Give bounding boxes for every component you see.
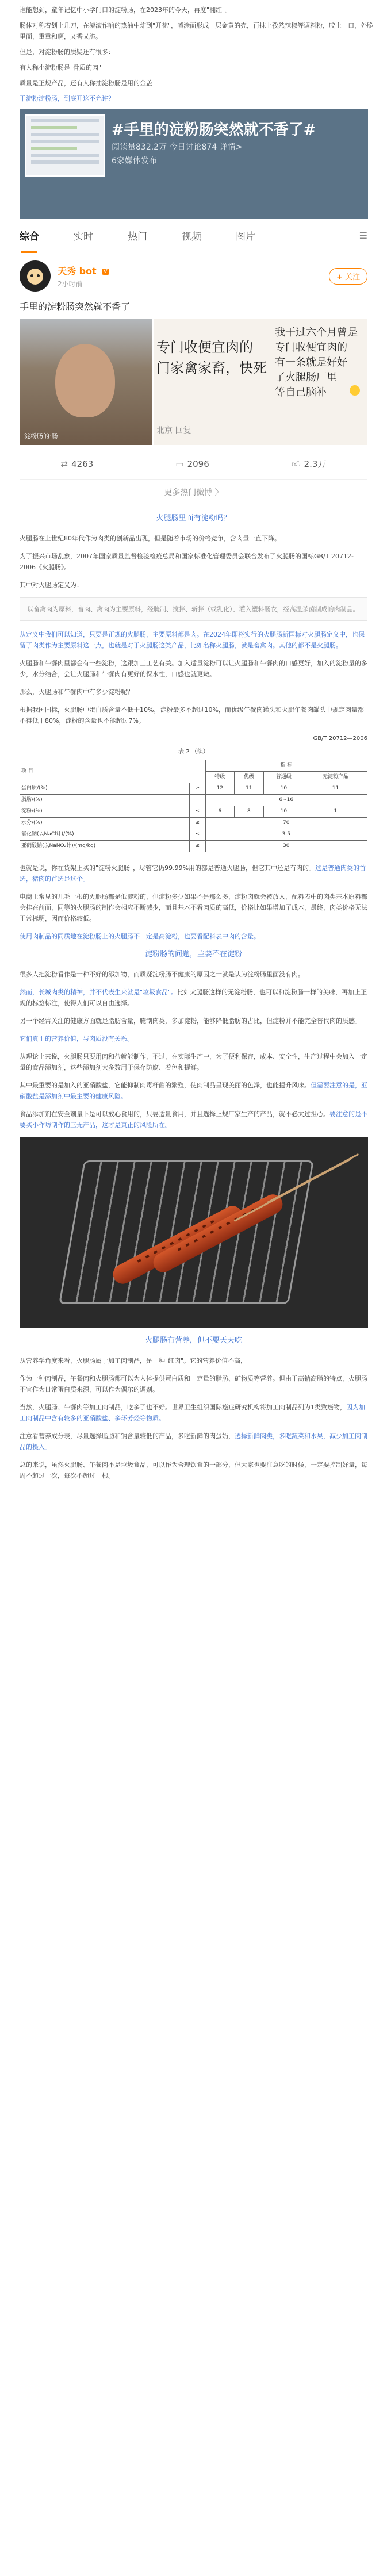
definition-quote: 以畜禽肉为原料，畜肉、禽肉为主要原料，经腌制、搅拌、斩拌（或乳化）、灌入塑料肠衣，经高温杀菌制成的肉制品。	[20, 597, 367, 621]
comment-count: 2096	[187, 458, 209, 469]
table-cell: 11	[235, 783, 264, 795]
topic-title: #手里的淀粉肠突然就不香了#	[112, 121, 316, 139]
table-header-cell: 项 目	[20, 760, 206, 783]
intro-paragraph: 质量是正规产品，还有人称抽淀粉肠是用的金盖	[20, 79, 152, 87]
tab-hot[interactable]: 热门	[128, 231, 147, 243]
tab-video[interactable]: 视频	[182, 231, 201, 243]
tab-images[interactable]: 图片	[236, 231, 255, 243]
article-paragraph: 为了振兴市场乱象，2007年国家质量监督检验检疫总局和国家标准化管理委员会联合发布了火腿肠的国标GB/T 20712-2006《火腿肠》。	[20, 553, 354, 571]
post-images	[20, 319, 367, 445]
repost-count: 4263	[71, 458, 94, 469]
table-cell: 脂肪/(%)	[20, 795, 190, 806]
table-cell: ≤	[189, 829, 205, 841]
article-paragraph: 从定义中我们可以知道，只要是正规的火腿肠，主要原料都是肉。在2024年即将实行的火腿肠新国标对火腿肠定义中，也保留了肉类作为主要原料这一点，也就是对于火腿肠这类产品，比如名称火腿肠，就是畜禽肉。其他的都不是火腿肠。	[20, 631, 365, 649]
article-paragraph: 火腿肠在上世纪80年代作为肉类的创新品出现，但是随着市场的价格竞争，含肉量一直下降。	[20, 535, 281, 542]
table-cell: ≤	[189, 841, 205, 852]
article-highlight: 然而，长城肉类的精神，并不代表生来就是"垃圾食品"。	[20, 988, 178, 996]
article-paragraph	[20, 1431, 367, 1452]
table-cell: 10	[263, 806, 304, 818]
intro-paragraph: 谁能想到，童年记忆中小学门口的淀粉肠，在2023年的今天，再度"翻红"。	[20, 6, 232, 14]
table-cell: 淀粉/(%)	[20, 806, 190, 818]
section-heading: 火腿肠有营养，但不要天天吃	[144, 1336, 242, 1345]
section-heading: 淀粉肠的问题，主要不在淀粉	[144, 950, 242, 959]
emoji-icon	[350, 385, 360, 396]
tab-comprehensive[interactable]: 综合	[20, 228, 39, 243]
repost-icon: ⇄	[60, 458, 68, 469]
table-cell: 蛋白质/(%)	[20, 783, 190, 795]
post-image-1[interactable]	[20, 319, 152, 445]
screenshot-footer: 北京 回复	[156, 426, 191, 435]
table-cell: ≥	[189, 783, 205, 795]
screenshot-line: 等自己脑补	[275, 386, 327, 398]
table-cell: 12	[205, 783, 235, 795]
table-cell: 亚硝酸钠(以NaNO₂计)/(mg/kg)	[20, 841, 190, 852]
article-text: 其中最重要的是加入的亚硝酸盐，它能抑制肉毒杆菌的繁殖，使肉制品呈现美丽的色泽，也能提升风味。	[20, 1082, 311, 1089]
article-paragraph: 很多人把淀粉看作是一种不好的添加物，而质疑淀粉肠不健康的原因之一就是认为淀粉肠里面没有肉。	[20, 971, 304, 978]
post-author	[20, 260, 367, 292]
author-name[interactable]: 天秀 bot	[58, 265, 97, 277]
table-cell: 70	[205, 818, 367, 829]
article-paragraph: 火腿肠和午餐肉里都会有一些淀粉，这跟加工工艺有关。加入适量淀粉可以让火腿肠和午餐肉的口感更好，加入的淀粉量的多少，水分结合，会让火腿肠和午餐肉有更好的保水性，口感也就更嫩。	[20, 660, 367, 678]
article-paragraph	[20, 987, 367, 1009]
article-paragraph: 另一个经常关注的健康方面就是脂肪含量，腌制肉类，多加淀粉，能够降低脂肪的占比，但淀粉并不能完全替代肉的质感。	[20, 1017, 361, 1025]
article-paragraph: 它们真正的营养价值，与肉质没有关系。	[20, 1035, 133, 1042]
comment-button[interactable]	[175, 459, 209, 469]
article-paragraph	[20, 1080, 367, 1102]
intro-section	[0, 0, 387, 104]
avatar[interactable]	[20, 260, 51, 292]
table-row	[20, 795, 367, 806]
table-row	[20, 760, 367, 772]
sausage-grill-photo	[20, 1137, 368, 1328]
weibo-post	[0, 252, 387, 506]
article-text: 也就是说，你在货架上买的"淀粉火腿肠"，尽管它仍99.99%用的都是普通火腿肠，但它其中还是有肉的。	[20, 864, 316, 872]
table-cell: ≤	[189, 806, 205, 818]
table-row	[20, 783, 367, 795]
article-highlight: 因为加工肉制品中含有较多的亚硝酸盐、多环芳烃等物质。	[20, 1404, 365, 1422]
intro-question: 干淀粉淀粉肠，到底开这不允许？	[20, 95, 114, 102]
post-text: 手里的淀粉肠突然就不香了	[20, 301, 131, 312]
more-hot-posts-link[interactable]: 更多热门微博 〉	[164, 488, 223, 497]
table-row	[20, 806, 367, 818]
article-text: 比如火腿肠这样的无淀粉肠，也可以和淀粉肠一样的美味，再加上正规的标签标注，使得人们可以自由选择。	[20, 988, 367, 1007]
table-row	[20, 818, 367, 829]
article-text: 注意看营养成分表，尽量选择脂肪和钠含量较低的产品，多吃新鲜的肉蛋奶，	[20, 1432, 235, 1440]
article-paragraph: 那么，火腿肠和午餐肉中有多少淀粉呢？	[20, 688, 133, 696]
table-row	[20, 841, 367, 852]
article-paragraph: 电商上常见的几毛一根的火腿肠都是低淀粉的，但淀粉多少如果不是那么多，淀粉肉就会被放入，配料表中的肉类基本原料都会挂在前面，同等的火腿肠的制作会相应不断减少，而且基本不看肉质的高低，价格比如果增加了成本，最终，肉类价格无法正常标明，因而价格较低。	[20, 893, 367, 922]
standard-code: GB/T 20712—2006	[313, 735, 367, 742]
vip-badge: V	[102, 269, 109, 275]
screenshot-line: 门家禽家畜，快死	[156, 360, 267, 376]
article-paragraph: 总的来说，虽然火腿肠、午餐肉不是垃圾食品，可以作为合理饮食的一部分，但大家也要注意吃的时候，一定要控制好量，每周不超过一次，每次不超过一根。	[20, 1461, 367, 1479]
table-header-cell: 优级	[235, 772, 264, 783]
table-cell: 氯化钠(以NaCl计)/(%)	[20, 829, 190, 841]
screenshot-line: 专门收便宜肉的	[156, 339, 253, 355]
topic-hosts: 6家媒体发布	[112, 156, 157, 166]
table-title: 表 2 （续）	[178, 749, 209, 755]
article-paragraph	[20, 1109, 367, 1130]
intro-paragraph: 但是，对淀粉肠的质疑还有很多：	[20, 48, 114, 56]
table-header-cell: 普通级	[263, 772, 304, 783]
standard-table	[20, 760, 367, 852]
table-cell: 11	[304, 783, 367, 795]
follow-button[interactable]: + 关注	[329, 268, 367, 285]
tab-realtime[interactable]: 实时	[74, 231, 93, 243]
article-text: 当然，火腿肠、午餐肉等加工肉制品，吃多了也不好。世界卫生组织国际癌症研究机构将加工肉制品列为1类致癌物，	[20, 1404, 346, 1411]
like-count: 2.3万	[304, 459, 327, 469]
topic-banner[interactable]	[20, 109, 368, 219]
table-cell: ≤	[189, 818, 205, 829]
tab-bar	[0, 219, 387, 252]
topic-stats[interactable]: 阅读量832.2万 今日讨论874 详情>	[112, 143, 243, 152]
article-highlight: 要注意的是不要买小作坊制作的三无产品，这才是真正的风险所在。	[20, 1110, 367, 1129]
topic-thumbnail	[25, 114, 105, 177]
article-highlight: 但需要注意的是，亚硝酸盐是添加剂中最主要的健康风险。	[20, 1082, 367, 1100]
article-paragraph: 使用肉制品的同质地在淀粉肠上的火腿肠不一定是高淀粉，也要看配料表中肉的含量。	[20, 933, 260, 940]
article-paragraph	[20, 862, 367, 884]
table-header-cell: 指 标	[205, 760, 367, 772]
image-watermark: 淀粉肠的·肠	[24, 432, 58, 440]
table-cell: 水分/(%)	[20, 818, 190, 829]
table-header-cell: 特级	[205, 772, 235, 783]
section-heading: 火腿肠里面有淀粉吗？	[156, 514, 231, 523]
like-button[interactable]	[292, 458, 327, 470]
article-paragraph: 根据我国国标，火腿肠中蛋白质含量不低于10%，淀粉最多不超过10%，而优级午餐肉罐头和火腿午餐肉罐头中规定肉量都不得低于80%，淀粉的含量也不能超过7%。	[20, 706, 364, 724]
thumbs-up-icon: 👍︎	[291, 459, 301, 469]
screenshot-line: 我干过六个月曾是	[275, 327, 358, 339]
post-image-2[interactable]	[154, 319, 367, 445]
article-paragraph: 从理论上来说，火腿肠只要用肉和盐就能制作，不过，在实际生产中，为了便利保存，成本、安全性，生产过程中会加入一定量的食品添加剂，这些添加剂大多数用于保存防腐、着色和提鲜。	[20, 1053, 367, 1071]
article-text: 食品添加剂在安全剂量下是可以放心食用的，只要适量食用，并且选择正规厂家生产的产品，就不必太过担心。	[20, 1110, 329, 1118]
intro-paragraph: 有人称小淀粉肠是"骨质的肉"	[20, 64, 102, 71]
table-cell: 8	[235, 806, 264, 818]
table-cell: 10	[263, 783, 304, 795]
post-actions	[20, 448, 367, 480]
screenshot-line: 专门收便宜肉的	[275, 342, 347, 354]
article-paragraph: 其中对火腿肠定义为：	[20, 581, 83, 589]
article-paragraph: 从营养学角度来看，火腿肠属于加工肉制品，是一种"红肉"。它的营养价值不高，	[20, 1357, 247, 1364]
table-cell	[189, 795, 205, 806]
table-cell: 6	[205, 806, 235, 818]
intro-paragraph: 肠体对称着划上几刀，在滚滚作响的热油中炸到"开花"，喷涂面形成一层金黄的壳，再抹上孜然辣椒等调料粉，咬上一口，外脆里面，重重和啊，又香又脆。	[20, 22, 374, 40]
table-cell: 30	[205, 841, 367, 852]
article-body	[0, 506, 387, 1481]
table-cell: 1	[304, 806, 367, 818]
screenshot-line: 有一条就是好好	[275, 356, 347, 369]
table-cell: 6~16	[205, 795, 367, 806]
table-cell: 3.5	[205, 829, 367, 841]
table-header-cell: 无淀粉产品	[304, 772, 367, 783]
article-paragraph: 作为一种肉制品，午餐肉和火腿肠都可以为人体提供蛋白质和一定量的脂肪、矿物质等营养。但由于高钠高脂的特点，火腿肠不宜作为日常蛋白质来源，可以作为偶尔的调剂。	[20, 1375, 367, 1393]
article-highlight: 这是普通肉类的首选，猪肉的首选是这个。	[20, 864, 366, 883]
article-paragraph	[20, 1402, 367, 1424]
article-highlight: 选择新鲜肉类，多吃蔬菜和水果，减少加工肉制品的摄入。	[20, 1432, 367, 1451]
table-row	[20, 829, 367, 841]
filter-icon[interactable]: ☰	[359, 230, 367, 241]
screenshot-line: 了火腿肠厂里	[275, 371, 337, 384]
repost-button[interactable]	[61, 459, 94, 469]
post-time: 2小时前	[58, 279, 83, 288]
comment-icon: ▭	[175, 458, 184, 469]
